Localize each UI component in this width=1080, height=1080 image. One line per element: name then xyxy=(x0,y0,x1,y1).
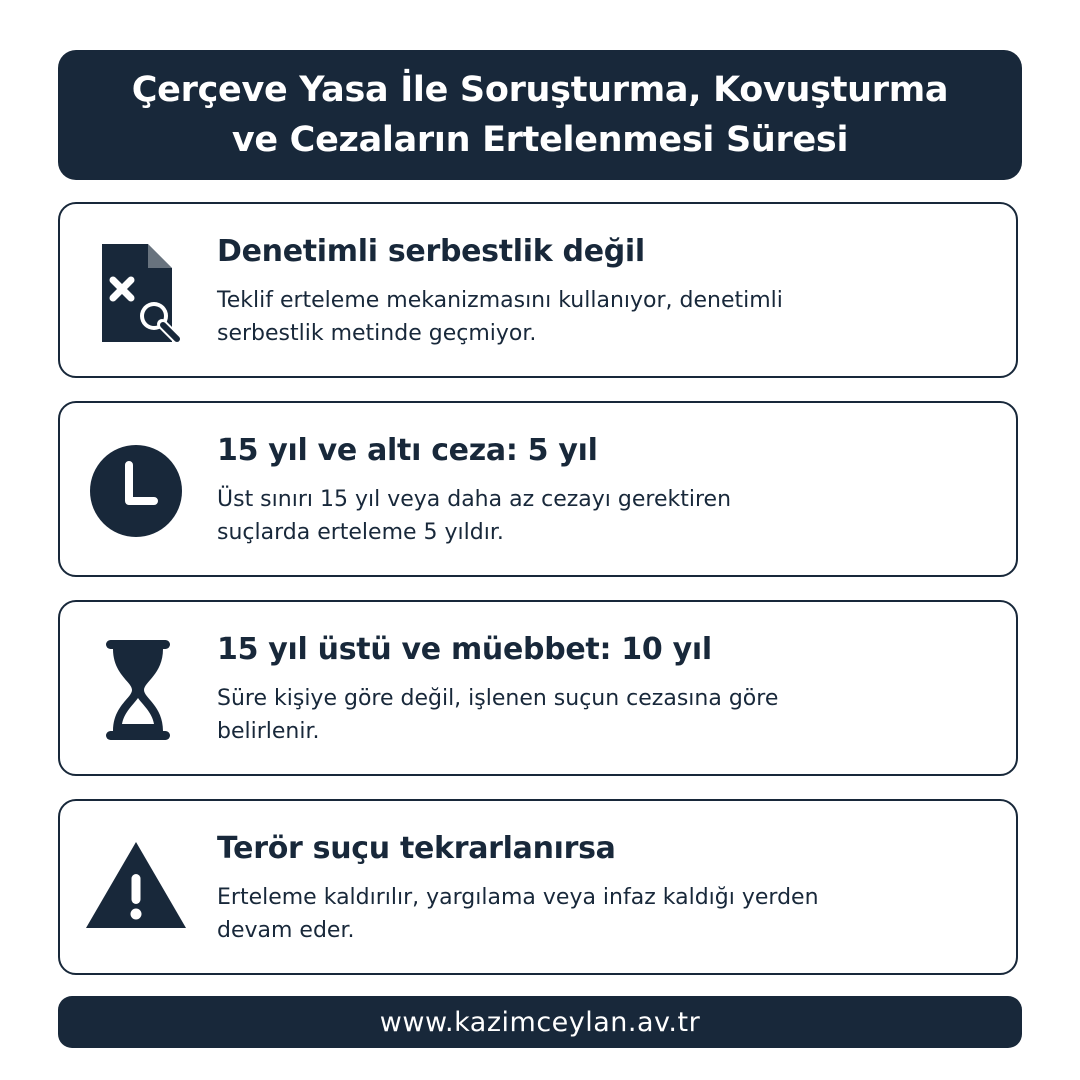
card-description-line: Üst sınırı 15 yıl veya daha az cezayı gerektiren xyxy=(217,487,732,512)
card-description xyxy=(217,881,997,947)
info-card-ten-years xyxy=(58,600,1018,776)
document-x-search-icon xyxy=(86,242,186,342)
info-card-five-years xyxy=(58,401,1018,577)
card-description xyxy=(217,483,997,549)
warning-triangle-icon xyxy=(86,839,186,939)
card-description-line: devam eder. xyxy=(217,918,355,943)
card-description xyxy=(217,682,997,748)
header-banner xyxy=(58,50,1022,180)
card-description-line: Erteleme kaldırılır, yargılama veya infaz kaldığı yerden xyxy=(217,885,819,910)
card-title: 15 yıl üstü ve müebbet: 10 yıl xyxy=(217,632,712,667)
page-title-line-2: ve Cezaların Ertelenmesi Süresi xyxy=(231,120,849,160)
hourglass-icon xyxy=(86,640,186,740)
card-description-line: belirlenir. xyxy=(217,719,320,744)
card-title: 15 yıl ve altı ceza: 5 yıl xyxy=(217,433,598,468)
card-title: Terör suçu tekrarlanırsa xyxy=(217,831,616,866)
card-description xyxy=(217,284,997,350)
page-title-line-1: Çerçeve Yasa İle Soruşturma, Kovuşturma xyxy=(131,70,949,110)
card-description-line: serbestlik metinde geçmiyor. xyxy=(217,321,537,346)
info-card-terror-crime xyxy=(58,799,1018,975)
info-card-supervised-release xyxy=(58,202,1018,378)
card-description-line: Teklif erteleme mekanizmasını kullanıyor, denetimli xyxy=(217,288,783,313)
website-url: www.kazimceylan.av.tr xyxy=(379,1006,701,1038)
clock-icon xyxy=(86,441,186,541)
card-title: Denetimli serbestlik değil xyxy=(217,234,645,269)
footer-banner xyxy=(58,996,1022,1048)
card-description-line: suçlarda erteleme 5 yıldır. xyxy=(217,520,504,545)
card-description-line: Süre kişiye göre değil, işlenen suçun cezasına göre xyxy=(217,686,779,711)
